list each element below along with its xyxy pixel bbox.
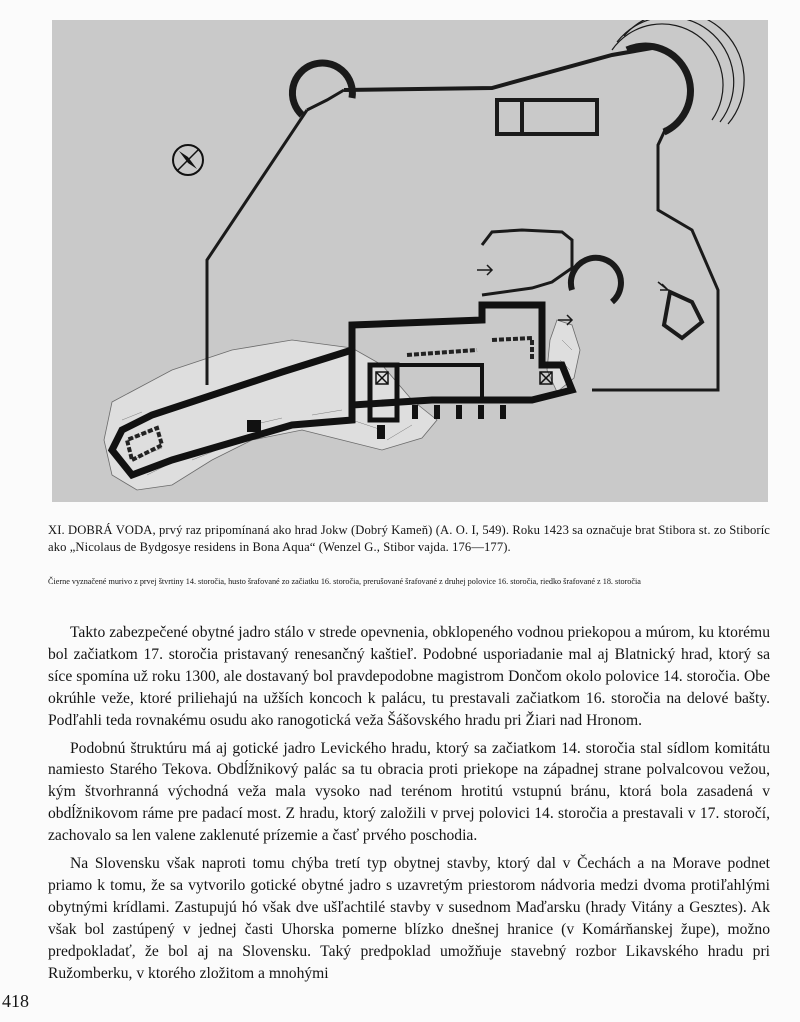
paragraph: Na Slovensku však naproti tomu chýba tretí typ obytnej stavby, ktorý dal v Čechách a na Morave podnet priamo k tomu, že sa vytvorilo gotické obytné jadro s uzavretým priestorom nádvoria medzi dvoma protiľahlými obytnými krídlami. Zastupujú hó však dve ušľachtilé stavby v susednom Maďarsku (hrady Vitány a Gesztes). Ak však bol zastúpený v jednej časti Uhorska pomerne blízko dnešnej hranice (v Komárňanskej župe), možno predpokladať, že bol aj na Slovensku. Taký predpoklad umožňuje stavebný rozbor Likavského hradu pri Ružomberku, v ktorého zložitom a mnohými (48, 855, 770, 982)
caption-text: XI. DOBRÁ VODA, prvý raz pripomínaná ako hrad Jokw (Dobrý Kameň) (A. O. I, 549). Roku 1423 sa označuje brat Stibora st. zo Stiboríc ako „Nicolaus de Bydgosye residens in Bona Aqua“ (Wenzel G., Stibor vajda. 176—177). (48, 523, 770, 554)
round-bastions (292, 20, 744, 302)
gate-tower (664, 292, 702, 338)
page-number: 418 (2, 991, 29, 1011)
body-text (48, 622, 770, 991)
north-wall (344, 48, 652, 134)
paragraph: Podobnú štruktúru má aj gotické jadro Levického hradu, ktorý sa začiatkom 14. storočia stal sídlom komitátu namiesto Starého Tekova. Obdĺžnikový palác sa tu obracia proti priekope na západnej strane polvalcovou vežou, kým štvorhranná východná veža mala vysoko nad terénom hrotitú vstupnú bránu, ktorá bola zasadená v obdĺžnikovom ráme pre padací most. Z hradu, ktorý založili v prvej polovici 14. storočia a prestavali v 17. storočí, zachovalo sa len valene zaklenuté prízemie a časť prvého poschodia. (48, 739, 770, 845)
paragraph: Takto zabezpečené obytné jadro stálo v strede opevnenia, obklopeného vodnou priekopou a múrom, ku ktorému bol začiatkom 17. storočia pristavaný renesančný kaštieľ. Podobné usporiadanie mal aj Blatnický hrad, ktorý sa síce spomína už roku 1300, ale dostavaný bol pravdepodobne magistrom Dončom okolo polovice 14. storočia. Obe okrúhle veže, ktoré priliehajú na užších koncoch k palácu, tu prestavali začiatkom 16. storočia na delové bašty. Podľahli teda rovnakému osudu ako ranogotická veža Šášovského hradu pri Žiari nad Hronom. (48, 624, 770, 729)
cross-marked-rooms (376, 372, 552, 384)
figure-caption (48, 522, 770, 556)
castle-plan-drawing (52, 20, 768, 502)
figure-legend-note: Čierne vyznačené murivo z prvej štvrtiny 14. storočia, husto šrafované zo začiatku 16. storočia, prerušované šrafované z druhej polovice 16. storočia, riedko šrafované z 18. storočia (48, 577, 641, 586)
compass-icon (173, 145, 203, 175)
castle-plan-figure (52, 20, 768, 502)
